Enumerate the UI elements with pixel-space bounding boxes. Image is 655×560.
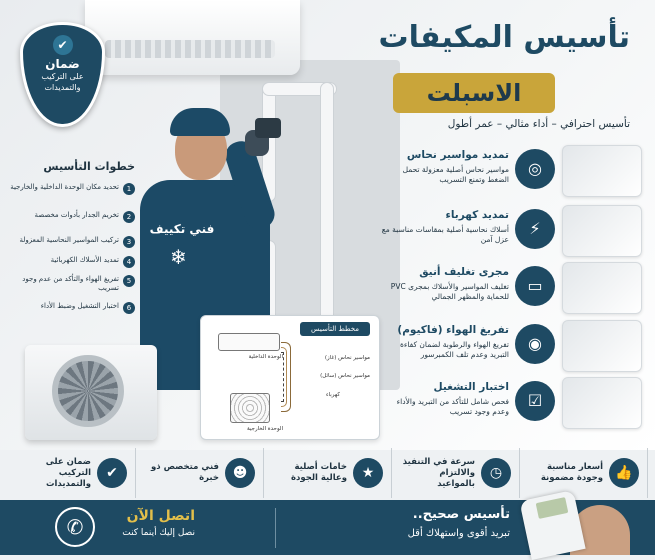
diagram-indoor-unit <box>218 333 280 351</box>
headline-subtitle: تأسيس احترافي – أداء مثالي – عمر أطول <box>447 118 630 130</box>
feature-item <box>385 377 555 435</box>
feature-photo <box>562 377 642 429</box>
step-item <box>10 236 135 248</box>
footer-divider <box>275 508 276 548</box>
badge-line3: والتمديدات <box>44 83 81 92</box>
technician-cap <box>170 108 230 136</box>
step-text: تحديد مكان الوحدة الداخلية والخارجية <box>10 183 119 191</box>
feature-desc: تغليف المواسير والأسلاك بمجرى PVC للحماية والمظهر الجمالي <box>390 282 509 301</box>
benefit-text: أسعار مناسبة وجودة مضمونة <box>540 462 603 483</box>
cable-icon: ⚡ <box>515 209 555 249</box>
benefit-card <box>144 448 264 498</box>
step-number: 1 <box>123 183 135 195</box>
step-text: تفريغ الهواء والتأكد من عدم وجود تسريب <box>22 275 119 292</box>
step-item <box>10 302 135 314</box>
feature-item <box>385 145 555 203</box>
badge-line2: على التركيب <box>41 72 84 81</box>
diagram-power-label: كهرباء <box>326 392 340 398</box>
diagram-title: مخطط التأسيس <box>300 322 370 336</box>
benefit-text: ضمان على التركيب والتمديدات <box>45 456 91 489</box>
step-text: تمديد الأسلاك الكهربائية <box>50 256 119 264</box>
shield-check-icon: ✔ <box>97 458 127 488</box>
step-number: 6 <box>123 302 135 314</box>
feature-title: اختبار التشغيل <box>433 381 509 393</box>
step-number: 4 <box>123 256 135 268</box>
pipes-icon: ◎ <box>515 149 555 189</box>
benefits-strip <box>8 448 648 498</box>
feature-item <box>385 320 555 378</box>
diagram-gas-label: مواسير نحاس (غاز) <box>324 355 370 361</box>
call-now-subtitle: نصل إليك أينما كنت <box>122 528 195 538</box>
feature-title: تمديد كهرباء <box>445 209 509 221</box>
diagram-outdoor-label: الوحدة الخارجية <box>246 426 283 432</box>
diagram-outdoor-unit <box>230 393 270 423</box>
fan-icon <box>52 355 124 427</box>
badge-line1: ضمان <box>45 57 80 71</box>
benefit-text: خامات أصلية وعالية الجودة <box>291 462 347 483</box>
checklist-icon: ☑ <box>515 381 555 421</box>
headline-title: تأسيس المكيفات <box>378 20 630 55</box>
phone-icon[interactable]: ✆ <box>55 507 95 547</box>
feature-item <box>381 205 555 263</box>
feature-desc: تفريغ الهواء والرطوبة لضمان كفاءة التبريد وعدم تلف الكمبرسور <box>399 340 509 359</box>
step-item <box>10 183 135 195</box>
feature-desc: أسلاك نحاسية أصلية بمقاسات مناسبة مع عزل آمن <box>381 225 509 244</box>
step-text: اختبار التشغيل وضبط الأداء <box>40 302 119 310</box>
indoor-ac-unit-image <box>85 0 300 75</box>
benefit-text: فني متخصص ذو خبرة <box>150 462 219 483</box>
benefit-card <box>16 448 136 498</box>
clock-icon: ◷ <box>481 458 511 488</box>
benefit-text: سرعة في التنفيذ والالتزام بالمواعيد <box>402 456 475 489</box>
duct-icon: ▭ <box>515 266 555 306</box>
step-item <box>10 211 135 223</box>
step-text: تركيب المواسير النحاسية المعزولة <box>19 236 119 244</box>
slogan-line1: تأسيس صحيح.. <box>412 507 510 522</box>
check-icon: ✔ <box>53 35 73 55</box>
step-item <box>10 275 135 293</box>
step-text: تخريم الجدار بأدوات مخصصة <box>34 211 119 219</box>
step-number: 3 <box>123 236 135 248</box>
vacuum-pump-icon: ◉ <box>515 324 555 364</box>
drill-icon <box>255 118 281 138</box>
feature-item <box>385 262 555 320</box>
steps-title: خطوات التأسيس <box>43 160 135 173</box>
feature-photo <box>562 205 642 257</box>
benefit-card <box>528 448 648 498</box>
feature-title: تفريغ الهواء (فاكيوم) <box>397 324 509 336</box>
benefit-card <box>272 448 392 498</box>
ac-vent <box>105 40 275 58</box>
technician-label: فني تكييف <box>149 222 215 236</box>
snowflake-icon: ❄ <box>170 245 187 269</box>
feature-desc: فحص شامل للتأكد من التبريد والأداء وعدم وجود تسريب <box>396 397 509 416</box>
medal-icon: ★ <box>353 458 383 488</box>
worker-icon: ☻ <box>225 458 255 488</box>
feature-title: مجرى تغليف أنيق <box>419 266 509 278</box>
feature-photo <box>562 145 642 197</box>
diagram-liquid-label: مواسير نحاس (سائل) <box>320 373 370 379</box>
call-now-title[interactable]: اتصل الآن <box>126 508 195 524</box>
feature-title: تمديد مواسير نحاس <box>406 149 509 161</box>
diagram-power-line <box>281 352 284 402</box>
slogan-line2: تبريد أقوى واستهلاك أقل <box>407 528 510 539</box>
thumbs-up-icon: 👍 <box>609 458 639 488</box>
diagram-indoor-label: الوحدة الداخلية <box>248 354 283 360</box>
feature-photo <box>562 262 642 314</box>
step-number: 2 <box>123 211 135 223</box>
feature-desc: مواسير نحاس أصلية معزولة تحمل الضغط وتمنع التسريب <box>402 165 509 184</box>
headline-ribbon: الاسبلت <box>393 73 555 113</box>
pipe-segment <box>320 82 334 332</box>
step-number: 5 <box>123 275 135 287</box>
step-item <box>10 256 135 268</box>
feature-photo <box>562 320 642 372</box>
benefit-card <box>400 448 520 498</box>
